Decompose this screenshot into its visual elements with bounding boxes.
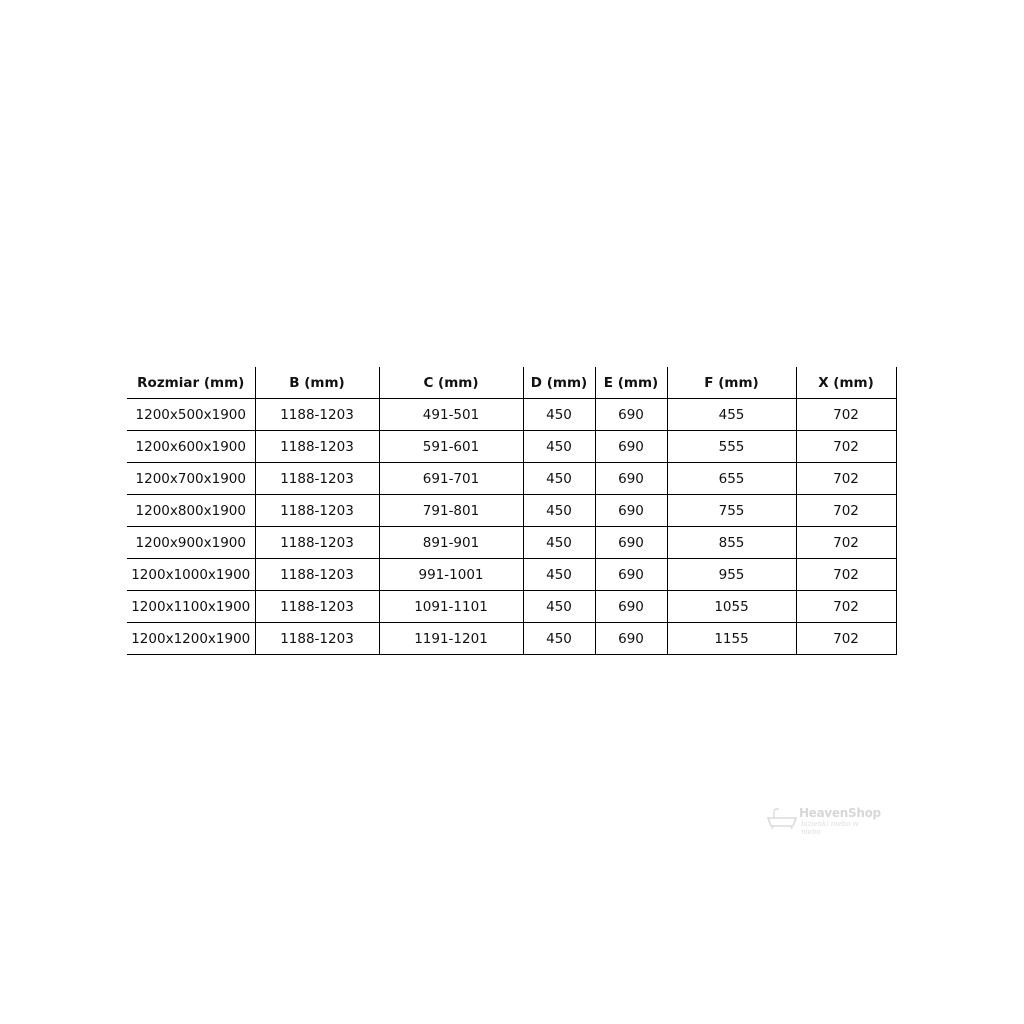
cell-f: 455	[667, 399, 796, 431]
table-row	[127, 559, 896, 591]
header-f: F (mm)	[667, 367, 796, 399]
header-b: B (mm)	[255, 367, 379, 399]
header-c: C (mm)	[379, 367, 523, 399]
bathtub-icon	[766, 808, 798, 834]
cell-f: 655	[667, 463, 796, 495]
cell-x: 702	[796, 463, 896, 495]
table-row	[127, 495, 896, 527]
header-e: E (mm)	[595, 367, 667, 399]
cell-b: 1188-1203	[255, 399, 379, 431]
header-row	[127, 367, 896, 399]
cell-e: 690	[595, 559, 667, 591]
cell-x: 702	[796, 591, 896, 623]
cell-e: 690	[595, 623, 667, 655]
cell-c: 491-501	[379, 399, 523, 431]
cell-f: 1155	[667, 623, 796, 655]
cell-f: 1055	[667, 591, 796, 623]
table-row	[127, 527, 896, 559]
table-row	[127, 623, 896, 655]
cell-c: 691-701	[379, 463, 523, 495]
cell-x: 702	[796, 623, 896, 655]
cell-c: 991-1001	[379, 559, 523, 591]
cell-e: 690	[595, 591, 667, 623]
cell-x: 702	[796, 495, 896, 527]
cell-d: 450	[523, 495, 595, 527]
table-row	[127, 399, 896, 431]
cell-x: 702	[796, 559, 896, 591]
cell-c: 1091-1101	[379, 591, 523, 623]
cell-e: 690	[595, 495, 667, 527]
cell-e: 690	[595, 431, 667, 463]
cell-x: 702	[796, 527, 896, 559]
cell-d: 450	[523, 591, 595, 623]
cell-x: 702	[796, 399, 896, 431]
cell-c: 1191-1201	[379, 623, 523, 655]
cell-rozmiar: 1200x900x1900	[127, 527, 255, 559]
cell-rozmiar: 1200x1100x1900	[127, 591, 255, 623]
cell-d: 450	[523, 527, 595, 559]
cell-b: 1188-1203	[255, 495, 379, 527]
cell-c: 891-901	[379, 527, 523, 559]
cell-d: 450	[523, 559, 595, 591]
header-rozmiar: Rozmiar (mm)	[127, 367, 255, 399]
table-row	[127, 463, 896, 495]
table-row	[127, 591, 896, 623]
heavenshop-watermark	[766, 806, 881, 836]
cell-rozmiar: 1200x1000x1900	[127, 559, 255, 591]
cell-x: 702	[796, 431, 896, 463]
cell-rozmiar: 1200x700x1900	[127, 463, 255, 495]
header-d: D (mm)	[523, 367, 595, 399]
cell-e: 690	[595, 527, 667, 559]
cell-rozmiar: 1200x500x1900	[127, 399, 255, 431]
cell-c: 791-801	[379, 495, 523, 527]
dimensions-table	[127, 367, 897, 655]
cell-b: 1188-1203	[255, 527, 379, 559]
cell-f: 555	[667, 431, 796, 463]
cell-rozmiar: 1200x800x1900	[127, 495, 255, 527]
cell-d: 450	[523, 463, 595, 495]
header-x: X (mm)	[796, 367, 896, 399]
cell-d: 450	[523, 431, 595, 463]
cell-f: 955	[667, 559, 796, 591]
cell-rozmiar: 1200x1200x1900	[127, 623, 255, 655]
cell-b: 1188-1203	[255, 559, 379, 591]
cell-b: 1188-1203	[255, 463, 379, 495]
watermark-brand: HeavenShop	[799, 806, 881, 820]
cell-f: 855	[667, 527, 796, 559]
cell-c: 591-601	[379, 431, 523, 463]
table-row	[127, 431, 896, 463]
cell-d: 450	[523, 623, 595, 655]
cell-b: 1188-1203	[255, 431, 379, 463]
cell-f: 755	[667, 495, 796, 527]
cell-rozmiar: 1200x600x1900	[127, 431, 255, 463]
cell-b: 1188-1203	[255, 591, 379, 623]
cell-e: 690	[595, 463, 667, 495]
cell-e: 690	[595, 399, 667, 431]
watermark-tagline: łazienki niebo w niebo	[801, 820, 859, 836]
cell-b: 1188-1203	[255, 623, 379, 655]
cell-d: 450	[523, 399, 595, 431]
